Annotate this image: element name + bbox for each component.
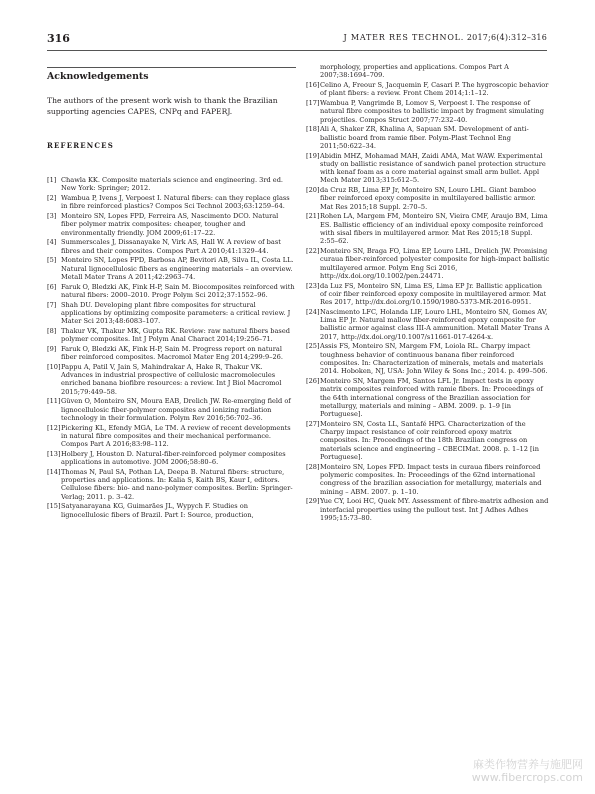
reference-number — [306, 63, 320, 80]
reference-item — [306, 247, 550, 280]
journal-volume: 2017;6(4):312–316 — [464, 33, 547, 42]
journal-citation — [344, 33, 547, 42]
reference-number: [16] — [306, 80, 320, 89]
reference-text: Monteiro SN, Lopes FPD, Ferreira AS, Nascimento DCO. Natural fiber polymer matrix composites: cheaper, tougher and environmentally friendly. JOM 2009;61:17–22. — [61, 211, 279, 237]
reference-text: Celino A, Freour S, Jacquemin F, Casari P. The hygroscopic behavior of plant fibers: a review. Front Chem 2014;1:1–12. — [320, 80, 549, 98]
reference-number: [14] — [47, 467, 61, 476]
reference-number: [22] — [306, 246, 320, 255]
watermark-title: 麻类作物营养与施肥网 — [473, 758, 583, 771]
reference-item — [306, 377, 550, 418]
reference-text: Monteiro SN, Lopes FPD. Impact tests in curaua fibers reinforced polymeric composites. In: Proceedings of the 62nd international congress of the brazilian association for metallurgy, materials and mining – ABM. 2007. p. 1–10. — [320, 462, 542, 496]
reference-text: morphology, properties and applications. Compos Part A 2007;38:1694–709. — [320, 63, 509, 80]
reference-item — [47, 424, 296, 449]
reference-text: Monteiro SN, Braga FO, Lima EP, Louro LHL, Drelich JW. Promising curaua fiber-reinforced polyester composite for high-impact ballistic multilayered armor. Polym Eng Sci 2016, http://dx.doi.org/10.1002/pen.24471. — [320, 246, 550, 280]
reference-text: Satyanarayana KG, Guimarães JL, Wypych F. Studies on lignocellulosic fibers of Brazil. Part I: Source, production, — [61, 502, 254, 519]
reference-item — [306, 152, 550, 185]
reference-text: Pappu A, Patil V, Jain S, Mahindrakar A, Hake R, Thakur VK. Advances in industrial prospective of cellulosic macromolecules enriched banana biofibre resources: a review. Int J Biol Macromol 2015;79:449–58. — [61, 362, 282, 396]
left-column — [47, 64, 296, 520]
reference-item — [47, 256, 296, 281]
reference-number: [12] — [47, 423, 61, 432]
reference-number: [25] — [306, 342, 320, 351]
reference-item — [47, 397, 296, 422]
reference-item — [306, 497, 550, 522]
reference-number: [28] — [306, 462, 320, 471]
reference-text: Pickering KL, Efendy MGA, Le TM. A review of recent developments in natural fibre composites and their mechanical performance. Compos Part A 2016;83:98–112. — [61, 423, 291, 449]
reference-number: [24] — [306, 307, 320, 316]
reference-number: [19] — [306, 151, 320, 160]
reference-number: [29] — [306, 497, 320, 506]
reference-text: da Cruz RB, Lima EP Jr, Monteiro SN, Louro LHL. Giant bamboo fiber reinforced epoxy composite in multilayered ballistic armor. Mat Res 2015;18 Suppl. 2:70–5. — [320, 186, 536, 211]
reference-item — [306, 212, 550, 245]
reference-number: [13] — [47, 449, 61, 458]
reference-text: Shah DU. Developing plant fibre composites for structural applications by optimizing composite parameters: a critical review. J Mater Sci 2013;48:6083–107. — [61, 300, 291, 326]
watermark-url: www.fibercrops.com — [471, 771, 583, 784]
reference-number: [5] — [47, 256, 57, 265]
reference-item — [306, 282, 550, 307]
reference-text: Summerscales J, Dissanayake N, Virk AS, Hall W. A review of bast fibres and their composites. Compos Part A 2010;41:1329–44. — [61, 238, 281, 255]
header-rule — [47, 50, 547, 51]
reference-item — [47, 468, 296, 501]
reference-number: [4] — [47, 238, 57, 247]
reference-text: Thomas N, Paul SA, Pothan LA, Deepa B. Natural fibers: structure, properties and applications. In: Kalia S, Kaith BS, Kaur I, editors. Cellulose fibers: bio- and nano-polymer composites. Berlin: Springer-Verlag; 2011. p. 3–42. — [61, 467, 293, 501]
reference-number: [23] — [306, 281, 320, 290]
reference-item — [306, 99, 550, 124]
reference-text: Monteiro SN, Costa LL, Santafé HPG. Characterization of the Charpy impact resistance of coir reinforced epoxy matrix composites. In: Proceedings of the 18th Brazilian congress on materials science and engineering – CBECIMat. 2008. p. 1–12 [in Portuguese]. — [320, 419, 539, 462]
right-column — [306, 63, 550, 524]
reference-item — [306, 308, 550, 341]
reference-item — [306, 420, 550, 461]
reference-number: [9] — [47, 344, 57, 353]
reference-number: [27] — [306, 419, 320, 428]
reference-number: [1] — [47, 176, 57, 184]
reference-item — [47, 502, 296, 519]
reference-number: [17] — [306, 98, 320, 107]
reference-number: [7] — [47, 300, 57, 309]
journal-name: J MATER RES TECHNOL. — [343, 33, 465, 42]
acknowledgements-rule — [47, 67, 296, 68]
reference-text: Wambua P, Ivens J, Verpoest I. Natural fibers: can they replace glass in fibre reinforced plastics? Compos Sci Technol 2003;63:1259–64. — [61, 193, 290, 211]
reference-number: [2] — [47, 193, 57, 202]
reference-item — [47, 363, 296, 396]
reference-text: Thakur VK, Thakur MK, Gupta RK. Review: raw natural fibers based polymer composites. Int J Polym Anal Charact 2014;19:256–71. — [61, 326, 290, 344]
reference-item — [47, 238, 296, 255]
reference-text: Holbery J, Houston D. Natural-fiber-reinforced polymer composites applications in automotive. JOM 2006;58:80–6. — [61, 449, 286, 467]
reference-item — [47, 194, 296, 211]
reference-item — [47, 450, 296, 467]
reference-number: [11] — [47, 397, 61, 406]
reference-item — [47, 176, 296, 193]
page-number: 316 — [47, 32, 70, 45]
reference-number: [8] — [47, 326, 57, 335]
reference-item — [306, 342, 550, 375]
reference-item — [306, 81, 550, 98]
reference-text: Rohen LA, Margem FM, Monteiro SN, Vieira CMF, Araujo BM, Lima ES. Ballistic efficiency of an individual epoxy composite reinforced with sisal fibers in multilayered armor. Mat Res 2015;18 Suppl. 2:55–62. — [320, 212, 548, 246]
reference-text: da Luz FS, Monteiro SN, Lima ES, Lima EP Jr. Ballistic application of coir fiber reinforced epoxy composite in multilayered armor. Mat Res 2017, http://dx.doi.org/10.1590/1980-5373-MR-2016-0951. — [320, 281, 547, 307]
reference-item — [47, 283, 296, 300]
reference-item — [47, 345, 296, 362]
reference-text: Chawla KK. Composite materials science and engineering. 3rd ed. New York: Springer; 2012. — [61, 176, 284, 193]
running-header — [47, 32, 547, 46]
reference-text: Güven O, Monteiro SN, Moura EAB, Drelich JW. Re-emerging field of lignocellulosic fiber-polymer composites and ionizing radiation technology in their formulation. Polym Rev 2016;56:702–36. — [61, 397, 291, 422]
references-heading: REFERENCES — [47, 141, 114, 150]
reference-text: Yue CY, Looi HC, Quek MY. Assessment of fibre-matrix adhesion and interfacial properties using the pullout test. Int J Adhes Adhes 1995;15:73–80. — [320, 497, 549, 522]
reference-text: Faruk O, Bledzki AK, Fink H-P, Sain M. Biocomposites reinforced with natural fibers: 2000–2010. Progr Polym Sci 2012;37:1552–96. — [61, 282, 295, 299]
reference-number: [20] — [306, 186, 320, 195]
reference-item — [306, 125, 550, 150]
reference-text: Ali A, Shaker ZR, Khalina A, Sapuan SM. Development of anti-ballistic board from ramie fiber. Polym-Plast Technol Eng 2011;50:622–34. — [320, 125, 529, 150]
reference-item — [306, 463, 550, 496]
reference-text: Monteiro SN, Lopes FPD, Barbosa AP, Bevitori AB, Silva IL, Costa LL. Natural lignocellulosic fibers as engineering materials – an overview. Metall Mater Trans A 2011;42:2963–74. — [61, 256, 294, 281]
reference-number: [21] — [306, 212, 320, 221]
reference-number: [10] — [47, 362, 61, 371]
reference-item — [47, 327, 296, 344]
acknowledgements-text: The authors of the present work wish to thank the Brazilian supporting agencies CAPES, CNPq and FAPERJ. — [47, 96, 278, 116]
reference-number: [15] — [47, 502, 61, 511]
reference-item — [47, 212, 296, 237]
reference-text: Faruk O, Bledzki AK, Fink H-P, Sain M. Progress report on natural fiber reinforced composites. Macromol Mater Eng 2014;299:9–26. — [61, 344, 283, 362]
acknowledgements-heading: Acknowledgements — [47, 71, 149, 82]
reference-text: Abidin MHZ, Mohamad MAH, Zaidi AMA, Mat WAW. Experimental study on ballistic resistance of sandwich panel protection structure with kenaf foam as a core material against small arm bullet. Appl Mech Mater 2013;315:612–5. — [320, 151, 546, 185]
reference-number: [26] — [306, 376, 320, 385]
reference-list-left — [47, 176, 296, 519]
reference-number: [6] — [47, 282, 57, 291]
reference-text: Nascimento LFC, Holanda LIF, Louro LHL, Monteiro SN, Gomes AV, Lima EP Jr. Natural mallow fiber-reinforced epoxy composite for ballistic armor against class III-A ammunition. Metall Mater Trans A 2017, http://dx.doi.org/10.1007/s11661-017-4264-x. — [320, 307, 550, 341]
reference-text: Assis FS, Monteiro SN, Margem FM, Loiola RL. Charpy impact toughness behavior of continuous banana fiber reinforced composites. In: Characterization of minerals, metals and materials 2014. Hoboken, NJ, USA: John Wiley & Sons Inc.; 2014. p. 499–506. — [320, 342, 548, 376]
reference-text: Monteiro SN, Margem FM, Santos LFL Jr. Impact tests in epoxy matrix composites reinforced with ramie fibers. In: Proceedings of the 64th international congress of the Brazilian association for metallurgy, materials and mining – ABM. 2009. p. 1–9 [in Portuguese]. — [320, 376, 543, 419]
reference-item — [306, 63, 550, 80]
reference-item — [306, 186, 550, 211]
reference-text: Wambua P, Vangrimde B, Lomov S, Verpoest I. The response of natural fibre composites to ballistic impact by fragment simulating projectiles. Compos Struct 2007;77:232–40. — [320, 98, 545, 124]
reference-number: [18] — [306, 125, 320, 134]
reference-number: [3] — [47, 211, 57, 220]
watermark — [472, 758, 583, 784]
reference-list-right — [306, 63, 550, 522]
reference-item — [47, 301, 296, 326]
